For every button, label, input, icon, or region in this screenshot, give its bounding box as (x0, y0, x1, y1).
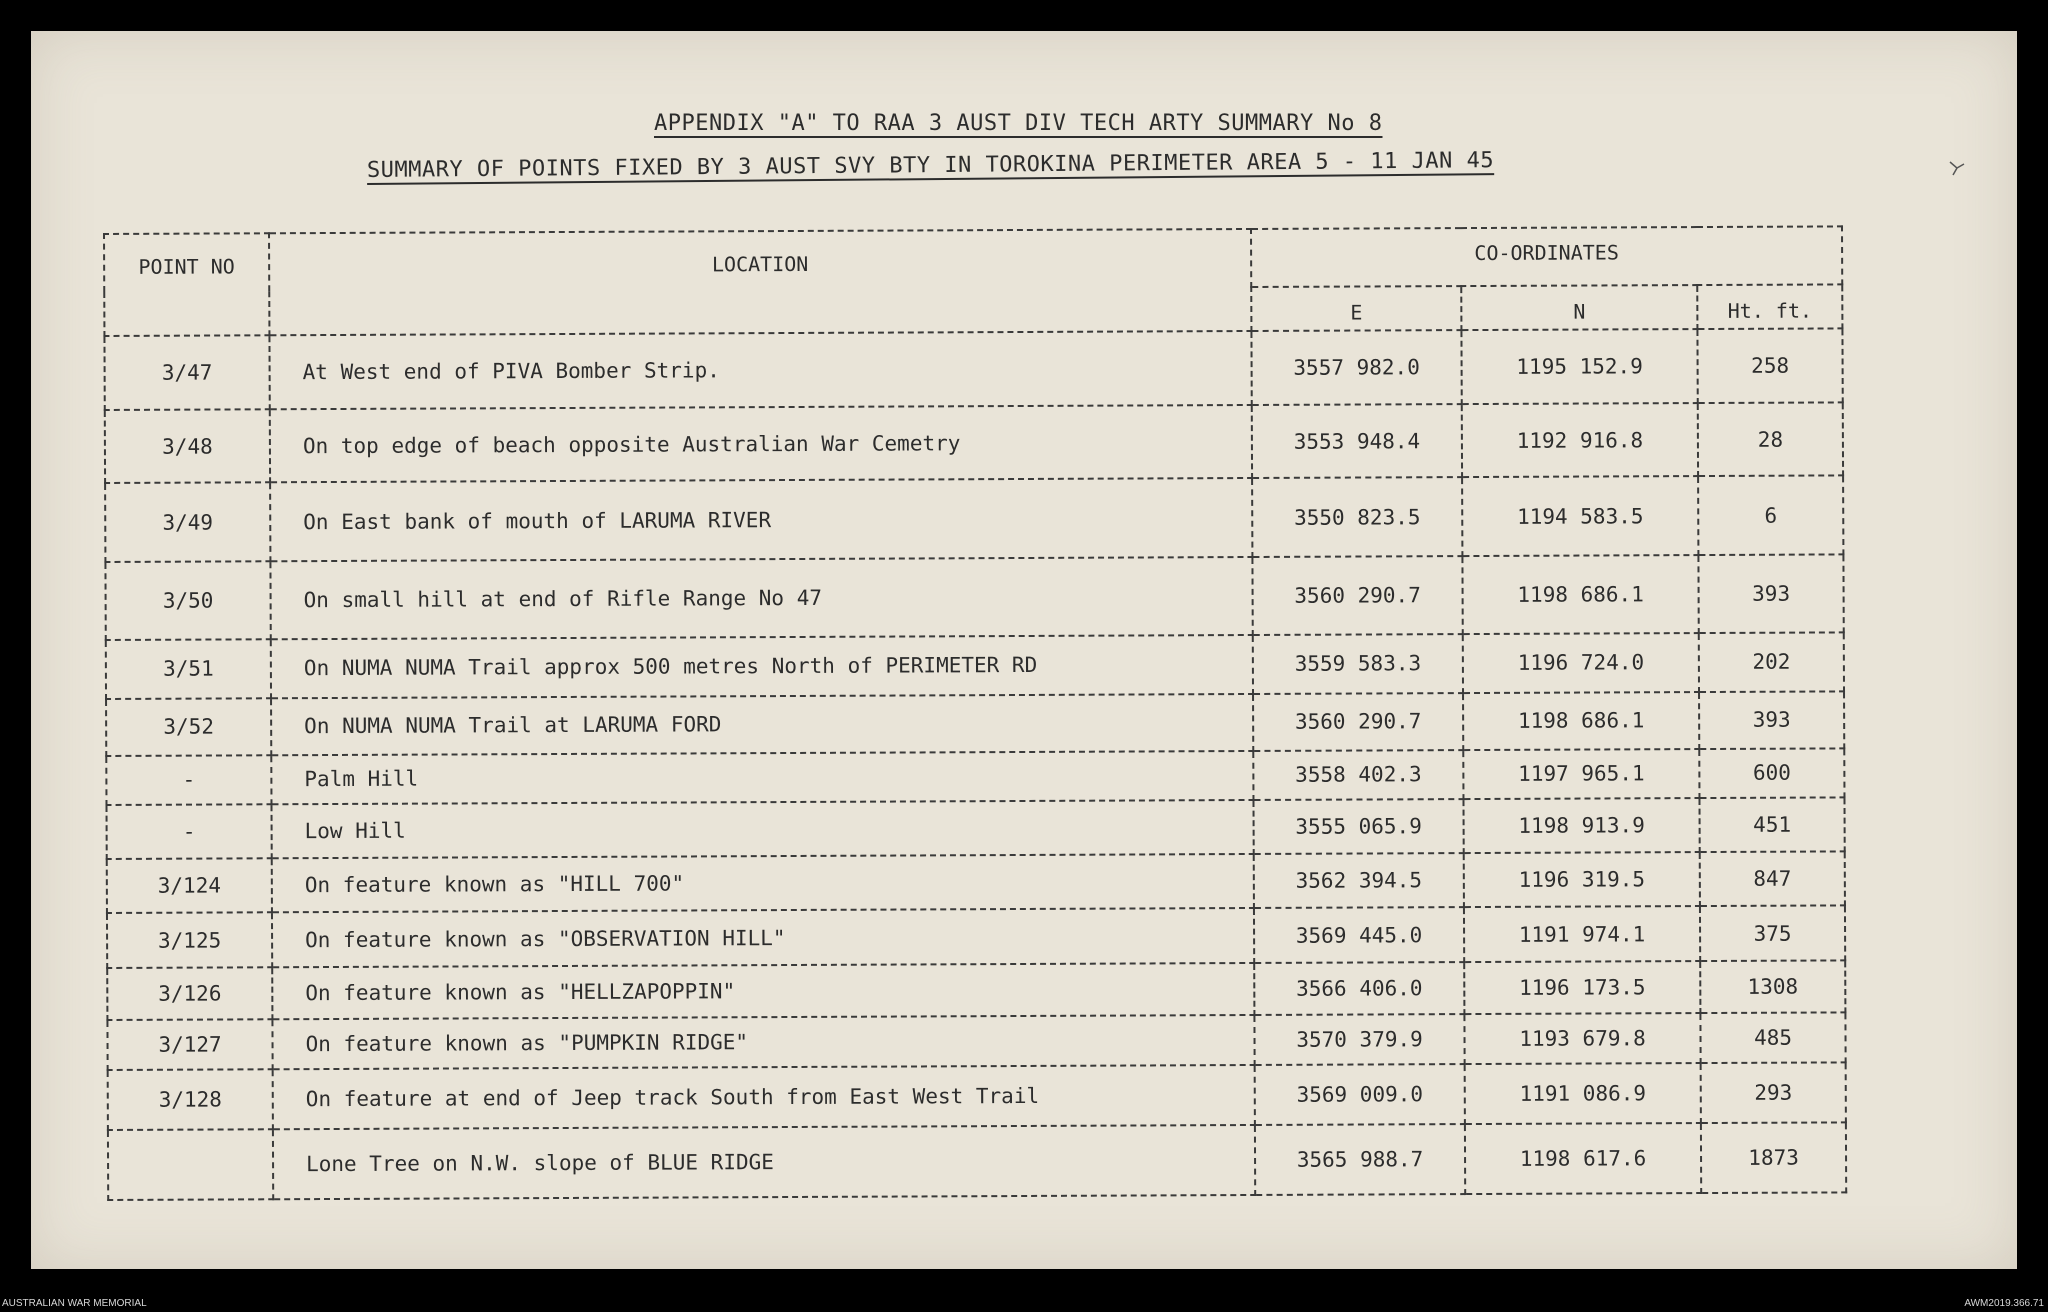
height-cell: 485 (1700, 1012, 1845, 1062)
easting-cell: 3558 402.3 (1253, 750, 1463, 801)
easting-cell: 3569 009.0 (1255, 1064, 1465, 1125)
height-cell: 1308 (1700, 961, 1845, 1013)
table-row (104, 328, 1842, 410)
location-cell: Low Hill (271, 800, 1253, 858)
point-no-cell: 3/126 (107, 968, 272, 1020)
northing-cell: 1196 319.5 (1464, 852, 1700, 907)
catalogue-number: AWM2019.366.71 (1964, 1298, 2044, 1309)
northing-cell: 1198 617.6 (1465, 1123, 1701, 1194)
point-no-cell: 3/51 (106, 639, 271, 699)
document-subtitle: SUMMARY OF POINTS FIXED BY 3 AUST SVY BTY IN TOROKINA PERIMETER AREA 5 - 11 JAN 45 (366, 148, 1495, 183)
height-cell: 393 (1699, 691, 1844, 748)
height-cell: 6 (1698, 475, 1843, 555)
point-no-cell (108, 1129, 273, 1200)
point-no-cell: - (106, 755, 271, 805)
table-row (107, 905, 1845, 968)
location-cell: Palm Hill (271, 751, 1253, 805)
location-cell: Lone Tree on N.W. slope of BLUE RIDGE (273, 1125, 1255, 1200)
easting-cell: 3566 406.0 (1254, 962, 1464, 1015)
height-cell: 28 (1698, 403, 1843, 476)
point-no-cell: 3/124 (107, 858, 272, 912)
point-no-cell: 3/125 (107, 912, 272, 969)
northing-cell: 1193 679.8 (1464, 1013, 1700, 1064)
height-cell: 375 (1700, 905, 1845, 961)
height-cell: 451 (1699, 798, 1844, 852)
header-point-no: POINT NO (104, 233, 269, 336)
table-row (105, 555, 1843, 640)
location-cell: On feature known as "HILL 700" (272, 854, 1254, 912)
northing-cell: 1192 916.8 (1462, 403, 1698, 476)
location-cell: On feature at end of Jeep track South from East West Trail (273, 1065, 1255, 1129)
location-cell: On top edge of beach opposite Australian War Cemetry (270, 405, 1252, 482)
table-row (106, 798, 1844, 859)
header-northing: N (1461, 285, 1697, 330)
height-cell: 600 (1699, 748, 1844, 798)
easting-cell: 3557 982.0 (1251, 330, 1461, 405)
header-height: Ht. ft. (1697, 284, 1842, 329)
northing-cell: 1196 173.5 (1464, 961, 1700, 1014)
table-row (106, 691, 1844, 755)
header-easting: E (1251, 286, 1461, 331)
table-row (105, 475, 1843, 562)
point-no-cell: 3/47 (104, 335, 269, 410)
easting-cell: 3565 988.7 (1255, 1124, 1465, 1195)
points-table (103, 225, 1847, 1201)
header-coordinates: CO-ORDINATES (1251, 226, 1842, 287)
document-page (31, 31, 2017, 1269)
location-cell: On East bank of mouth of LARUMA RIVER (270, 478, 1252, 562)
location-cell: On small hill at end of Rifle Range No 47 (270, 557, 1252, 639)
northing-cell: 1198 913.9 (1463, 798, 1699, 853)
northing-cell: 1195 152.9 (1461, 329, 1697, 404)
points-table-body (104, 328, 1846, 1200)
height-cell: 393 (1698, 555, 1843, 633)
northing-cell: 1194 583.5 (1462, 476, 1698, 557)
point-no-cell: 3/48 (105, 410, 270, 483)
northing-cell: 1198 686.1 (1462, 555, 1698, 634)
table-row (107, 961, 1845, 1020)
easting-cell: 3555 065.9 (1253, 799, 1463, 854)
location-cell: On feature known as "PUMPKIN RIDGE" (272, 1015, 1254, 1069)
height-cell: 293 (1701, 1062, 1846, 1123)
location-cell: On NUMA NUMA Trail approx 500 metres North of PERIMETER RD (271, 635, 1253, 698)
height-cell: 1873 (1701, 1122, 1846, 1193)
point-no-cell: 3/50 (105, 562, 270, 640)
pin-hole-mark (1947, 158, 1967, 178)
easting-cell: 3553 948.4 (1252, 404, 1462, 477)
northing-cell: 1198 686.1 (1463, 692, 1699, 750)
easting-cell: 3562 394.5 (1254, 853, 1464, 908)
location-cell: On NUMA NUMA Trail at LARUMA FORD (271, 694, 1253, 755)
height-cell: 847 (1700, 851, 1845, 905)
table-row (108, 1122, 1846, 1200)
table-row (105, 403, 1843, 483)
northing-cell: 1197 965.1 (1463, 749, 1699, 800)
archive-credit: AUSTRALIAN WAR MEMORIAL (2, 1298, 147, 1309)
point-no-cell: 3/49 (105, 482, 270, 562)
table-row (106, 748, 1844, 805)
height-cell: 202 (1699, 632, 1844, 692)
easting-cell: 3570 379.9 (1254, 1014, 1464, 1065)
table-row (107, 851, 1845, 912)
location-cell: On feature known as "HELLZAPOPPIN" (272, 963, 1254, 1019)
header-location: LOCATION (269, 229, 1251, 335)
table-row (106, 632, 1844, 698)
easting-cell: 3550 823.5 (1252, 477, 1462, 557)
point-no-cell: 3/127 (107, 1019, 272, 1069)
table-row (108, 1062, 1846, 1130)
point-no-cell: - (106, 804, 271, 858)
table-row (107, 1012, 1845, 1069)
document-title: APPENDIX "A" TO RAA 3 AUST DIV TECH ARTY SUMMARY No 8 (654, 111, 1383, 136)
easting-cell: 3559 583.3 (1253, 634, 1463, 694)
easting-cell: 3560 290.7 (1252, 556, 1462, 634)
northing-cell: 1196 724.0 (1463, 633, 1699, 693)
northing-cell: 1191 974.1 (1464, 906, 1700, 963)
easting-cell: 3560 290.7 (1253, 693, 1463, 751)
location-cell: At West end of PIVA Bomber Strip. (269, 331, 1251, 410)
location-cell: On feature known as "OBSERVATION HILL" (272, 908, 1254, 968)
point-no-cell: 3/52 (106, 698, 271, 756)
point-no-cell: 3/128 (108, 1069, 273, 1130)
height-cell: 258 (1697, 328, 1842, 403)
northing-cell: 1191 086.9 (1465, 1063, 1701, 1124)
easting-cell: 3569 445.0 (1254, 907, 1464, 964)
